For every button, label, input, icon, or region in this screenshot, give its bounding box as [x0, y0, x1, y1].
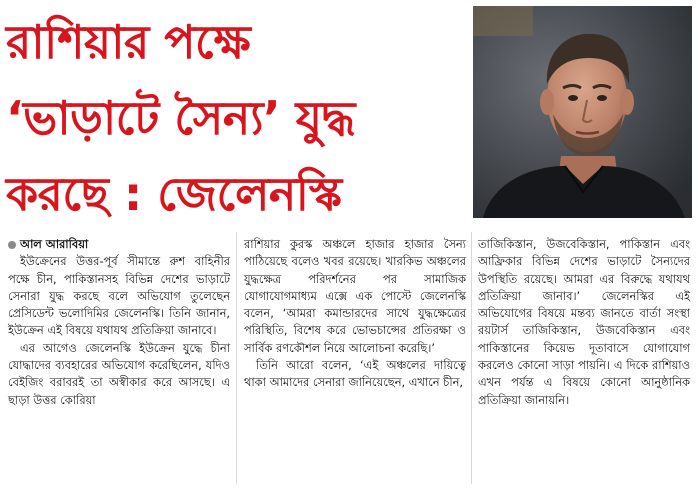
portrait-illustration: [473, 6, 692, 218]
article-column-3: [478, 236, 690, 409]
column-3-paragraph-1: তাজিকিস্তান, উজবেকিস্তান, পাকিস্তান এবং আফ্রিকার বিভিন্ন দেশের ভাড়াটে সৈন্যদের উপস্থিতি রয়েছে। আমরা এর বিরুদ্ধে যথাযথ প্রতিক্রিয়া জানাব।’ জেলেনস্কির এই অভিযোগের বিষয়ে মন্তব্য জানতে বার্তা সংস্থা রয়টার্স তাজিকিস্তান, উজবেকিস্তান এবং পাকিস্তানের কিয়েভ দূতাবাসে যোগাযোগ করলেও কোনো সাড়া পায়নি। এ দিকে রাশিয়াও এখন পর্যন্ত এ বিষয়ে কোনো আনুষ্ঠানিক প্রতিক্রিয়া জানায়নি।: [478, 237, 690, 407]
column-divider: [236, 232, 237, 484]
headline-line-1: রাশিয়ার পক্ষে: [6, 15, 251, 69]
article-column-2: [244, 236, 466, 392]
byline-source: আল আরাবিয়া: [20, 237, 89, 251]
column-1-paragraph-2: এর আগেও জেলেনস্কি ইউক্রেন যুদ্ধে চীনা যোদ্ধাদের ব্যবহারের অভিযোগ করেছিলেন, যদিও বেইজিং বরাবরই তা অস্বীকার করে আসছে। এ ছাড়া উত্তর কোরিয়া: [8, 340, 230, 407]
column-1-paragraph-1: ইউক্রেনের উত্তর-পূর্ব সীমান্তে রুশ বাহিনীর পক্ষে চীন, পাকিস্তানসহ বিভিন্ন দেশের ভাড়াটে সেনারা যুদ্ধ করছে বলে অভিযোগ তুলেছেন প্রেসিডেন্ট ভলোদিমির জেলেনস্কি। তিনি জানান, ইউক্রেন এই বিষয়ে যথাযথ প্রতিক্রিয়া জানাবে।: [8, 254, 230, 338]
column-2-paragraph-1: রাশিয়ার কুরস্ক অঞ্চলে হাজার হাজার সৈন্য পাঠিয়েছে বলেও খবর রয়েছে। খারকিভ অঞ্চলের যুদ্ধক্ষেত্র পরিদর্শনের পর সামাজিক যোগাযোগমাধ্যম এক্সে এক পোস্টে জেলেনস্কি বলেন, ‘আমরা কমান্ডারদের সাথে যুদ্ধক্ষেত্রের পরিস্থিতি, বিশেষ করে ভোভচান্সের প্রতিরক্ষা ও সার্বিক রণকৌশল নিয়ে আলোচনা করেছি।’: [244, 237, 466, 355]
column-divider: [471, 232, 472, 484]
article-column-1: [8, 236, 230, 409]
bullet-dot-icon: [8, 241, 16, 249]
headline-line-2: ‘ভাড়াটে সৈন্য’ যুদ্ধ: [6, 91, 355, 145]
portrait-photo: [473, 6, 692, 218]
column-2-paragraph-2: তিনি আরো বলেন, ‘এই অঞ্চলের দায়িত্বে থাকা আমাদের সেনারা জানিয়েছেন, এখানে চীন,: [244, 358, 466, 390]
headline-line-3: করছে : জেলেনস্কি: [6, 167, 342, 221]
headline: [6, 4, 466, 232]
byline: [8, 236, 230, 253]
